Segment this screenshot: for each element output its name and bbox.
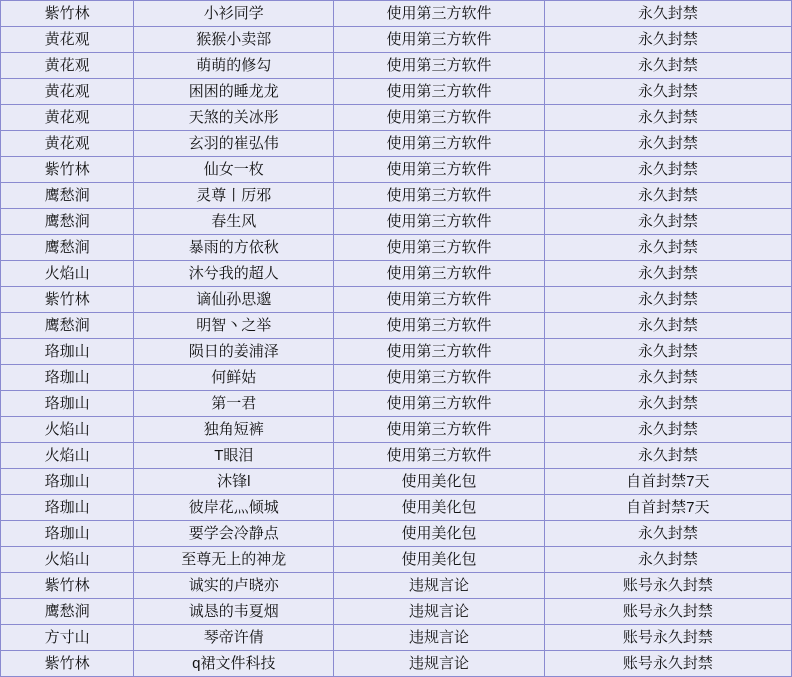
cell-name: 猴猴小卖部 (134, 27, 334, 53)
cell-name: 困困的睡龙龙 (134, 79, 334, 105)
cell-name: 彼岸花灬倾城 (134, 495, 334, 521)
cell-name: q裙文件科技 (134, 651, 334, 677)
cell-server: 黄花观 (1, 27, 134, 53)
cell-name: 第一君 (134, 391, 334, 417)
cell-name: 沐兮我的超人 (134, 261, 334, 287)
cell-name: 春生风 (134, 209, 334, 235)
cell-penalty: 永久封禁 (544, 183, 791, 209)
cell-reason: 使用第三方软件 (334, 417, 544, 443)
cell-penalty: 永久封禁 (544, 391, 791, 417)
cell-penalty: 永久封禁 (544, 339, 791, 365)
cell-server: 鹰愁涧 (1, 599, 134, 625)
table-row (1, 183, 792, 209)
cell-reason: 使用第三方软件 (334, 53, 544, 79)
cell-server: 珞珈山 (1, 339, 134, 365)
cell-penalty: 永久封禁 (544, 157, 791, 183)
cell-penalty: 账号永久封禁 (544, 625, 791, 651)
table-row (1, 547, 792, 573)
table-row (1, 157, 792, 183)
cell-server: 鹰愁涧 (1, 183, 134, 209)
table-row (1, 599, 792, 625)
cell-server: 紫竹林 (1, 287, 134, 313)
cell-server: 珞珈山 (1, 391, 134, 417)
cell-server: 黄花观 (1, 105, 134, 131)
cell-penalty: 永久封禁 (544, 79, 791, 105)
cell-penalty: 账号永久封禁 (544, 599, 791, 625)
cell-reason: 违规言论 (334, 599, 544, 625)
cell-penalty: 永久封禁 (544, 131, 791, 157)
cell-name: 要学会冷静点 (134, 521, 334, 547)
table-row (1, 209, 792, 235)
cell-penalty: 永久封禁 (544, 27, 791, 53)
table-row (1, 235, 792, 261)
cell-reason: 使用第三方软件 (334, 261, 544, 287)
cell-penalty: 自首封禁7天 (544, 495, 791, 521)
cell-reason: 使用第三方软件 (334, 235, 544, 261)
cell-penalty: 永久封禁 (544, 105, 791, 131)
cell-name: 萌萌的修勾 (134, 53, 334, 79)
cell-reason: 使用第三方软件 (334, 1, 544, 27)
cell-name: 仙女一枚 (134, 157, 334, 183)
table-row (1, 287, 792, 313)
cell-server: 鹰愁涧 (1, 235, 134, 261)
cell-name: 明智丶之举 (134, 313, 334, 339)
cell-name: 琴帝许倩 (134, 625, 334, 651)
cell-name: 小衫同学 (134, 1, 334, 27)
cell-name: 至尊无上的神龙 (134, 547, 334, 573)
table-row (1, 131, 792, 157)
cell-reason: 使用第三方软件 (334, 365, 544, 391)
cell-penalty: 永久封禁 (544, 261, 791, 287)
cell-penalty: 永久封禁 (544, 209, 791, 235)
cell-name: 诚恳的韦夏烟 (134, 599, 334, 625)
table-row (1, 573, 792, 599)
cell-server: 火焰山 (1, 547, 134, 573)
cell-penalty: 永久封禁 (544, 417, 791, 443)
cell-server: 紫竹林 (1, 1, 134, 27)
cell-server: 火焰山 (1, 417, 134, 443)
cell-name: 何鲜姑 (134, 365, 334, 391)
cell-penalty: 永久封禁 (544, 547, 791, 573)
cell-penalty: 永久封禁 (544, 521, 791, 547)
cell-name: 诚实的卢晓亦 (134, 573, 334, 599)
cell-reason: 违规言论 (334, 625, 544, 651)
cell-server: 珞珈山 (1, 469, 134, 495)
cell-server: 紫竹林 (1, 157, 134, 183)
table-row (1, 443, 792, 469)
cell-reason: 使用第三方软件 (334, 339, 544, 365)
cell-name: 谪仙孙思邈 (134, 287, 334, 313)
cell-reason: 使用第三方软件 (334, 313, 544, 339)
table-row (1, 53, 792, 79)
cell-name: 陨日的姜浦泽 (134, 339, 334, 365)
cell-penalty: 永久封禁 (544, 53, 791, 79)
cell-server: 方寸山 (1, 625, 134, 651)
cell-server: 鹰愁涧 (1, 209, 134, 235)
cell-reason: 使用第三方软件 (334, 391, 544, 417)
table-row (1, 313, 792, 339)
cell-reason: 违规言论 (334, 651, 544, 677)
table-row (1, 417, 792, 443)
table-row (1, 27, 792, 53)
cell-server: 黄花观 (1, 79, 134, 105)
cell-reason: 使用第三方软件 (334, 443, 544, 469)
cell-reason: 使用第三方软件 (334, 131, 544, 157)
cell-reason: 使用美化包 (334, 521, 544, 547)
cell-name: 灵尊丨厉邪 (134, 183, 334, 209)
cell-penalty: 永久封禁 (544, 443, 791, 469)
cell-server: 珞珈山 (1, 521, 134, 547)
cell-name: 沐锋l (134, 469, 334, 495)
cell-reason: 使用第三方软件 (334, 79, 544, 105)
table-row (1, 495, 792, 521)
cell-server: 黄花观 (1, 131, 134, 157)
cell-reason: 使用美化包 (334, 469, 544, 495)
cell-reason: 违规言论 (334, 573, 544, 599)
cell-reason: 使用第三方软件 (334, 105, 544, 131)
cell-penalty: 账号永久封禁 (544, 651, 791, 677)
cell-name: T眼泪 (134, 443, 334, 469)
cell-penalty: 永久封禁 (544, 235, 791, 261)
cell-reason: 使用第三方软件 (334, 183, 544, 209)
cell-reason: 使用第三方软件 (334, 287, 544, 313)
cell-server: 珞珈山 (1, 365, 134, 391)
cell-penalty: 永久封禁 (544, 287, 791, 313)
cell-server: 黄花观 (1, 53, 134, 79)
table-row (1, 365, 792, 391)
cell-reason: 使用美化包 (334, 547, 544, 573)
cell-penalty: 自首封禁7天 (544, 469, 791, 495)
table-row (1, 469, 792, 495)
cell-server: 火焰山 (1, 261, 134, 287)
table-row (1, 391, 792, 417)
cell-name: 玄羽的崔弘伟 (134, 131, 334, 157)
cell-server: 紫竹林 (1, 651, 134, 677)
cell-reason: 使用第三方软件 (334, 157, 544, 183)
table-row (1, 625, 792, 651)
table-row (1, 79, 792, 105)
cell-penalty: 永久封禁 (544, 1, 791, 27)
cell-penalty: 账号永久封禁 (544, 573, 791, 599)
cell-server: 紫竹林 (1, 573, 134, 599)
cell-reason: 使用第三方软件 (334, 209, 544, 235)
ban-list-body (1, 1, 792, 677)
cell-server: 鹰愁涧 (1, 313, 134, 339)
cell-name: 天煞的关冰彤 (134, 105, 334, 131)
cell-name: 暴雨的方依秋 (134, 235, 334, 261)
cell-reason: 使用第三方软件 (334, 27, 544, 53)
cell-name: 独角短裤 (134, 417, 334, 443)
table-row (1, 651, 792, 677)
cell-penalty: 永久封禁 (544, 365, 791, 391)
table-row (1, 339, 792, 365)
cell-server: 珞珈山 (1, 495, 134, 521)
table-row (1, 105, 792, 131)
table-row (1, 261, 792, 287)
table-row (1, 521, 792, 547)
cell-reason: 使用美化包 (334, 495, 544, 521)
cell-penalty: 永久封禁 (544, 313, 791, 339)
table-row (1, 1, 792, 27)
cell-server: 火焰山 (1, 443, 134, 469)
